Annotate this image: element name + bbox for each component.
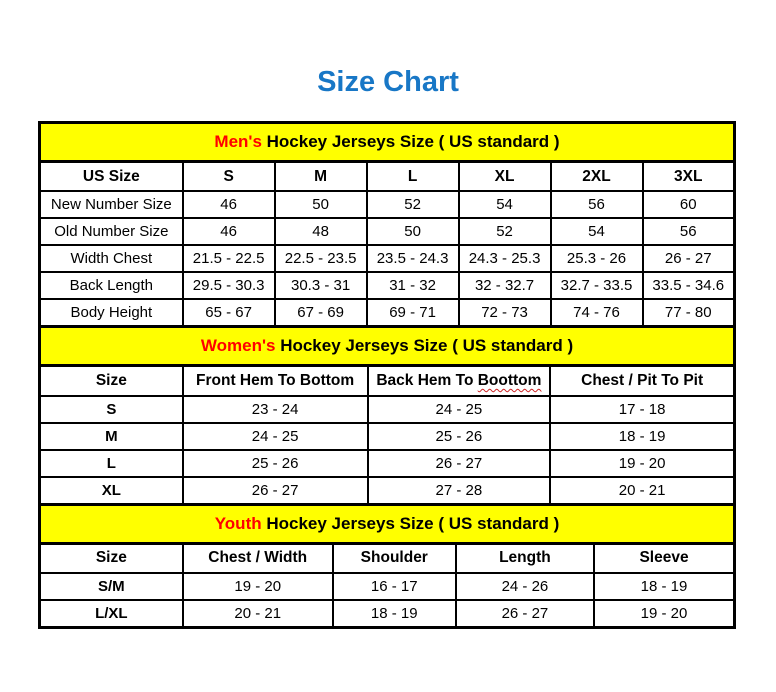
cell: 21.5 - 22.5 [183, 245, 275, 272]
column-header: M [275, 162, 367, 192]
cell: 30.3 - 31 [275, 272, 367, 299]
youth-section-header-text: Hockey Jerseys Size ( US standard ) [261, 513, 560, 533]
cell: 67 - 69 [275, 299, 367, 327]
cell: 25.3 - 26 [551, 245, 643, 272]
cell: 25 - 26 [183, 450, 368, 477]
cell: 19 - 20 [550, 450, 734, 477]
column-header: Length [456, 543, 594, 573]
row-label: L [40, 450, 183, 477]
cell: 50 [275, 191, 367, 218]
cell: 31 - 32 [367, 272, 459, 299]
cell: 69 - 71 [367, 299, 459, 327]
column-header: Front Hem To Bottom [183, 366, 368, 396]
cell: 26 - 27 [183, 477, 368, 505]
table-row [40, 162, 735, 192]
column-header: US Size [40, 162, 183, 192]
table-row [40, 366, 735, 396]
cell: 17 - 18 [550, 396, 734, 423]
cell: 23.5 - 24.3 [367, 245, 459, 272]
column-header: Chest / Width [183, 543, 333, 573]
column-header: Shoulder [333, 543, 456, 573]
youth-section-header-accent: Youth [214, 513, 262, 533]
column-header: S [183, 162, 275, 192]
cell: 46 [183, 218, 275, 245]
cell: 22.5 - 23.5 [275, 245, 367, 272]
table-row [40, 573, 735, 600]
row-label: M [40, 423, 183, 450]
cell: 19 - 20 [183, 573, 333, 600]
row-label: XL [40, 477, 183, 505]
mens-section-header-text: Hockey Jerseys Size ( US standard ) [261, 132, 560, 151]
cell: 54 [551, 218, 643, 245]
cell: 18 - 19 [333, 600, 456, 628]
column-header-text: Back Hem To [376, 371, 474, 389]
womens-section-header-accent: Women's [200, 336, 276, 355]
size-chart-tables [38, 121, 736, 629]
row-label: Old Number Size [40, 218, 183, 245]
cell: 52 [459, 218, 551, 245]
cell: 72 - 73 [459, 299, 551, 327]
table-row [40, 504, 735, 543]
youth-section-header [40, 504, 735, 543]
table-row [40, 477, 735, 505]
row-label: New Number Size [40, 191, 183, 218]
womens-size-table [38, 325, 736, 506]
cell: 24 - 25 [183, 423, 368, 450]
cell: 20 - 21 [183, 600, 333, 628]
cell: 48 [275, 218, 367, 245]
cell: 24 - 26 [456, 573, 594, 600]
cell: 18 - 19 [594, 573, 734, 600]
cell: 77 - 80 [643, 299, 735, 327]
cell: 23 - 24 [183, 396, 368, 423]
column-header: Size [40, 543, 183, 573]
table-row [40, 396, 735, 423]
row-label: Width Chest [40, 245, 183, 272]
row-label: S/M [40, 573, 183, 600]
cell: 26 - 27 [368, 450, 551, 477]
column-header: XL [459, 162, 551, 192]
cell: 32.7 - 33.5 [551, 272, 643, 299]
column-header: 2XL [551, 162, 643, 192]
table-row [40, 123, 735, 162]
cell: 24.3 - 25.3 [459, 245, 551, 272]
table-row [40, 191, 735, 218]
cell: 26 - 27 [456, 600, 594, 628]
cell: 74 - 76 [551, 299, 643, 327]
row-label: Body Height [40, 299, 183, 327]
womens-section-header [40, 327, 735, 366]
cell: 29.5 - 30.3 [183, 272, 275, 299]
row-label: L/XL [40, 600, 183, 628]
table-row [40, 218, 735, 245]
cell: 56 [643, 218, 735, 245]
cell: 32 - 32.7 [459, 272, 551, 299]
table-row [40, 423, 735, 450]
row-label: Back Length [40, 272, 183, 299]
mens-section-header-accent: Men's [214, 132, 262, 151]
column-header [368, 366, 551, 396]
youth-size-table [38, 503, 736, 630]
table-row [40, 299, 735, 327]
misspelled-word: Boottom [477, 371, 542, 389]
table-row [40, 450, 735, 477]
page-title: Size Chart [317, 66, 459, 98]
cell: 50 [367, 218, 459, 245]
column-header: Size [40, 366, 183, 396]
cell: 25 - 26 [368, 423, 551, 450]
cell: 26 - 27 [643, 245, 735, 272]
table-row [40, 600, 735, 628]
cell: 20 - 21 [550, 477, 734, 505]
mens-size-table [38, 121, 736, 328]
cell: 19 - 20 [594, 600, 734, 628]
row-label: S [40, 396, 183, 423]
column-header: Sleeve [594, 543, 734, 573]
cell: 60 [643, 191, 735, 218]
column-header: 3XL [643, 162, 735, 192]
womens-section-header-text: Hockey Jerseys Size ( US standard ) [275, 336, 574, 355]
table-row [40, 245, 735, 272]
cell: 54 [459, 191, 551, 218]
cell: 46 [183, 191, 275, 218]
cell: 33.5 - 34.6 [643, 272, 735, 299]
cell: 56 [551, 191, 643, 218]
cell: 16 - 17 [333, 573, 456, 600]
table-row [40, 327, 735, 366]
column-header: Chest / Pit To Pit [550, 366, 734, 396]
cell: 24 - 25 [368, 396, 551, 423]
table-row [40, 543, 735, 573]
table-row [40, 272, 735, 299]
cell: 52 [367, 191, 459, 218]
mens-section-header [40, 123, 735, 162]
cell: 27 - 28 [368, 477, 551, 505]
cell: 18 - 19 [550, 423, 734, 450]
cell: 65 - 67 [183, 299, 275, 327]
column-header: L [367, 162, 459, 192]
